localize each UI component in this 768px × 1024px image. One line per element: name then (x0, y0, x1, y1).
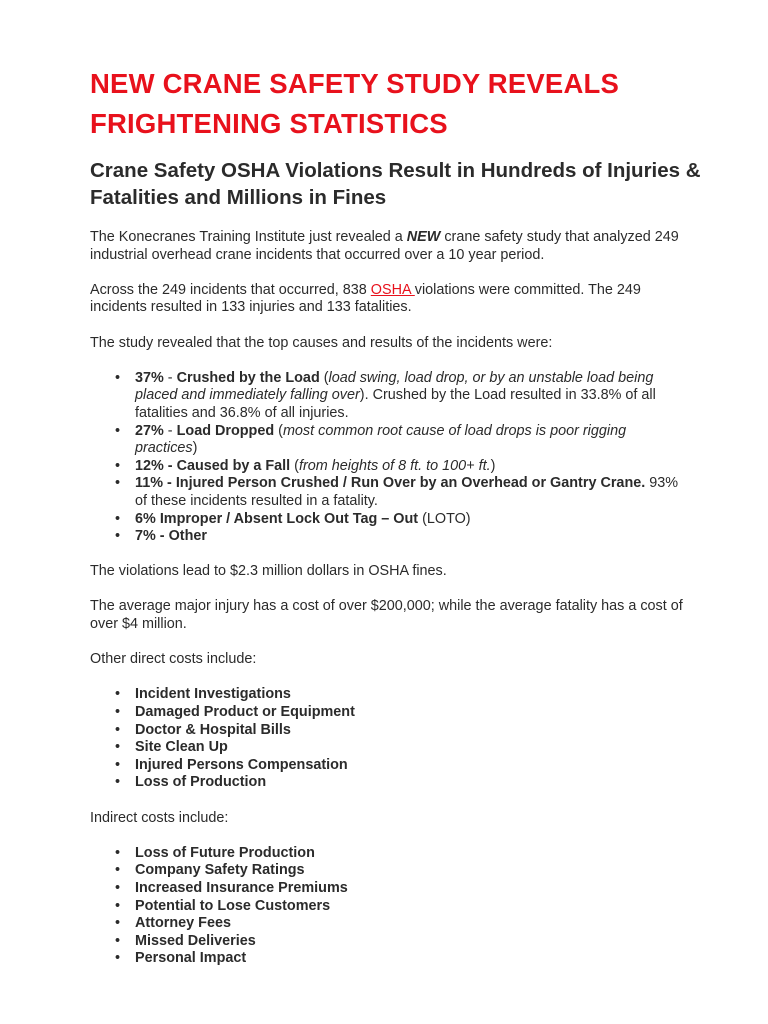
page-title: NEW CRANE SAFETY STUDY REVEALS FRIGHTENING STATISTICS (90, 68, 620, 139)
list-item: • Damaged Product or Equipment (115, 704, 355, 721)
list-item: • 27% - Load Dropped (most common root cause of load drops is poor rigging practices) (115, 422, 627, 457)
article-body (90, 229, 690, 986)
indirect-costs-list (90, 845, 690, 968)
list-item: • 12% - Caused by a Fall (from heights of 8 ft. to 100+ ft.) (115, 457, 496, 474)
stats-paragraph: Across the 249 incidents that occurred, 838 OSHA violations were committed. The 249 incidents resulted in 133 injuries and 133 fatalities. (90, 281, 641, 316)
list-item: • Site Clean Up (115, 739, 228, 756)
page-subtitle: Crane Safety OSHA Violations Result in Hundreds of Injuries & Fatalities and Millions in Fines (90, 159, 701, 209)
list-item: • Company Safety Ratings (115, 862, 305, 879)
causes-list (90, 370, 690, 546)
intro-paragraph: The Konecranes Training Institute just revealed a NEW crane safety study that analyzed 249 industrial overhead crane incidents that occurred over a 10 year period. (90, 229, 679, 263)
list-item: • Increased Insurance Premiums (115, 879, 348, 896)
fines-paragraph: The violations lead to $2.3 million dollars in OSHA fines. (90, 563, 447, 580)
osha-link[interactable]: OSHA (370, 281, 415, 298)
new-emphasis: NEW (406, 229, 441, 245)
list-item: • Missed Deliveries (115, 932, 256, 949)
list-item: • Potential to Lose Customers (115, 897, 331, 914)
list-item: • Incident Investigations (115, 686, 291, 703)
list-item: • Injured Persons Compensation (115, 756, 348, 773)
list-item: • Personal Impact (115, 950, 247, 967)
direct-costs-list (90, 686, 690, 792)
list-item: • Attorney Fees (115, 915, 231, 932)
list-item: • Doctor & Hospital Bills (115, 721, 291, 738)
list-item: • 37% - Crushed by the Load (load swing, load drop, or by an unstable load being placed and immediately falling over). Crushed by the Load resulted in 33.8% of all fatalities and 36.8% of all injuries. (115, 369, 656, 421)
average-cost-paragraph: The average major injury has a cost of over $200,000; while the average fatality has a cost of over $4 million. (90, 598, 683, 633)
list-item: • 11% - Injured Person Crushed / Run Over by an Overhead or Gantry Crane. 93% of these incidents resulted in a fatality. (115, 475, 679, 509)
list-item: • 7% - Other (115, 528, 207, 545)
direct-costs-intro: Other direct costs include: (90, 651, 257, 668)
causes-intro: The study revealed that the top causes and results of the incidents were: (90, 334, 553, 351)
list-item: • 6% Improper / Absent Lock Out Tag – Out (LOTO) (115, 510, 471, 527)
list-item: • Loss of Future Production (115, 844, 315, 861)
list-item: • Loss of Production (115, 774, 267, 791)
indirect-costs-intro: Indirect costs include: (90, 809, 229, 826)
